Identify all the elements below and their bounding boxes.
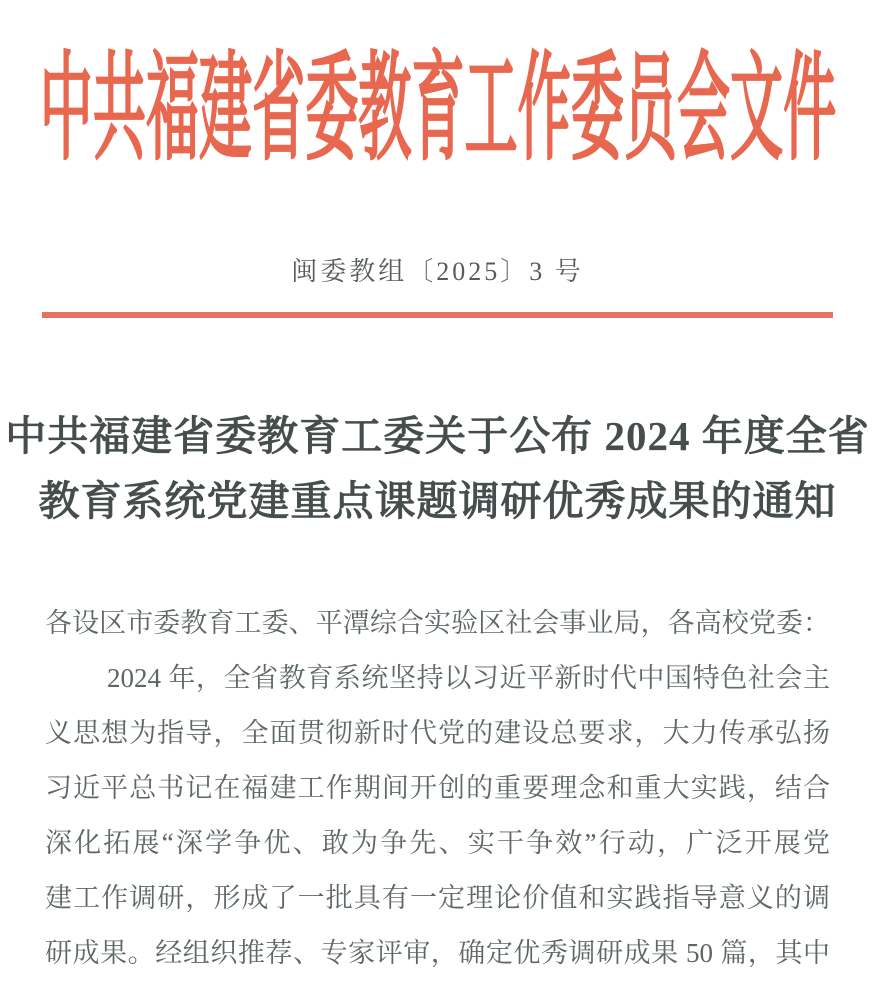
red-divider-line [42, 312, 833, 318]
paragraph-line: 义思想为指导，全面贯彻新时代党的建设总要求，大力传承弘扬 [45, 718, 830, 748]
document-body [45, 596, 830, 981]
document-title-line-1: 中共福建省委教育工委关于公布 2024 年度全省 [5, 413, 870, 459]
letterhead-title: 中共福建省委教育工作委员会文件 [39, 44, 836, 175]
letterhead-banner [0, 42, 875, 178]
paragraph-line: 研成果。经组织推荐、专家评审，确定优秀调研成果 50 篇，其中 [45, 938, 830, 968]
paragraph-line: 建工作调研，形成了一批具有一定理论价值和实践指导意义的调 [45, 883, 830, 913]
document-number: 闽委教组〔2025〕3 号 [291, 257, 584, 286]
document-title [0, 404, 875, 534]
document-title-line-2: 教育系统党建重点课题调研优秀成果的通知 [38, 478, 837, 524]
paragraph-line: 深化拓展“深学争优、敢为争先、实干争效”行动，广泛开展党 [45, 828, 830, 858]
paragraph-line: 习近平总书记在福建工作期间开创的重要理念和重大实践，结合 [45, 773, 830, 803]
salutation-line: 各设区市委教育工委、平潭综合实验区社会事业局，各高校党委： [45, 608, 830, 638]
paragraph-line: 2024 年，全省教育系统坚持以习近平新时代中国特色社会主 [107, 663, 830, 693]
